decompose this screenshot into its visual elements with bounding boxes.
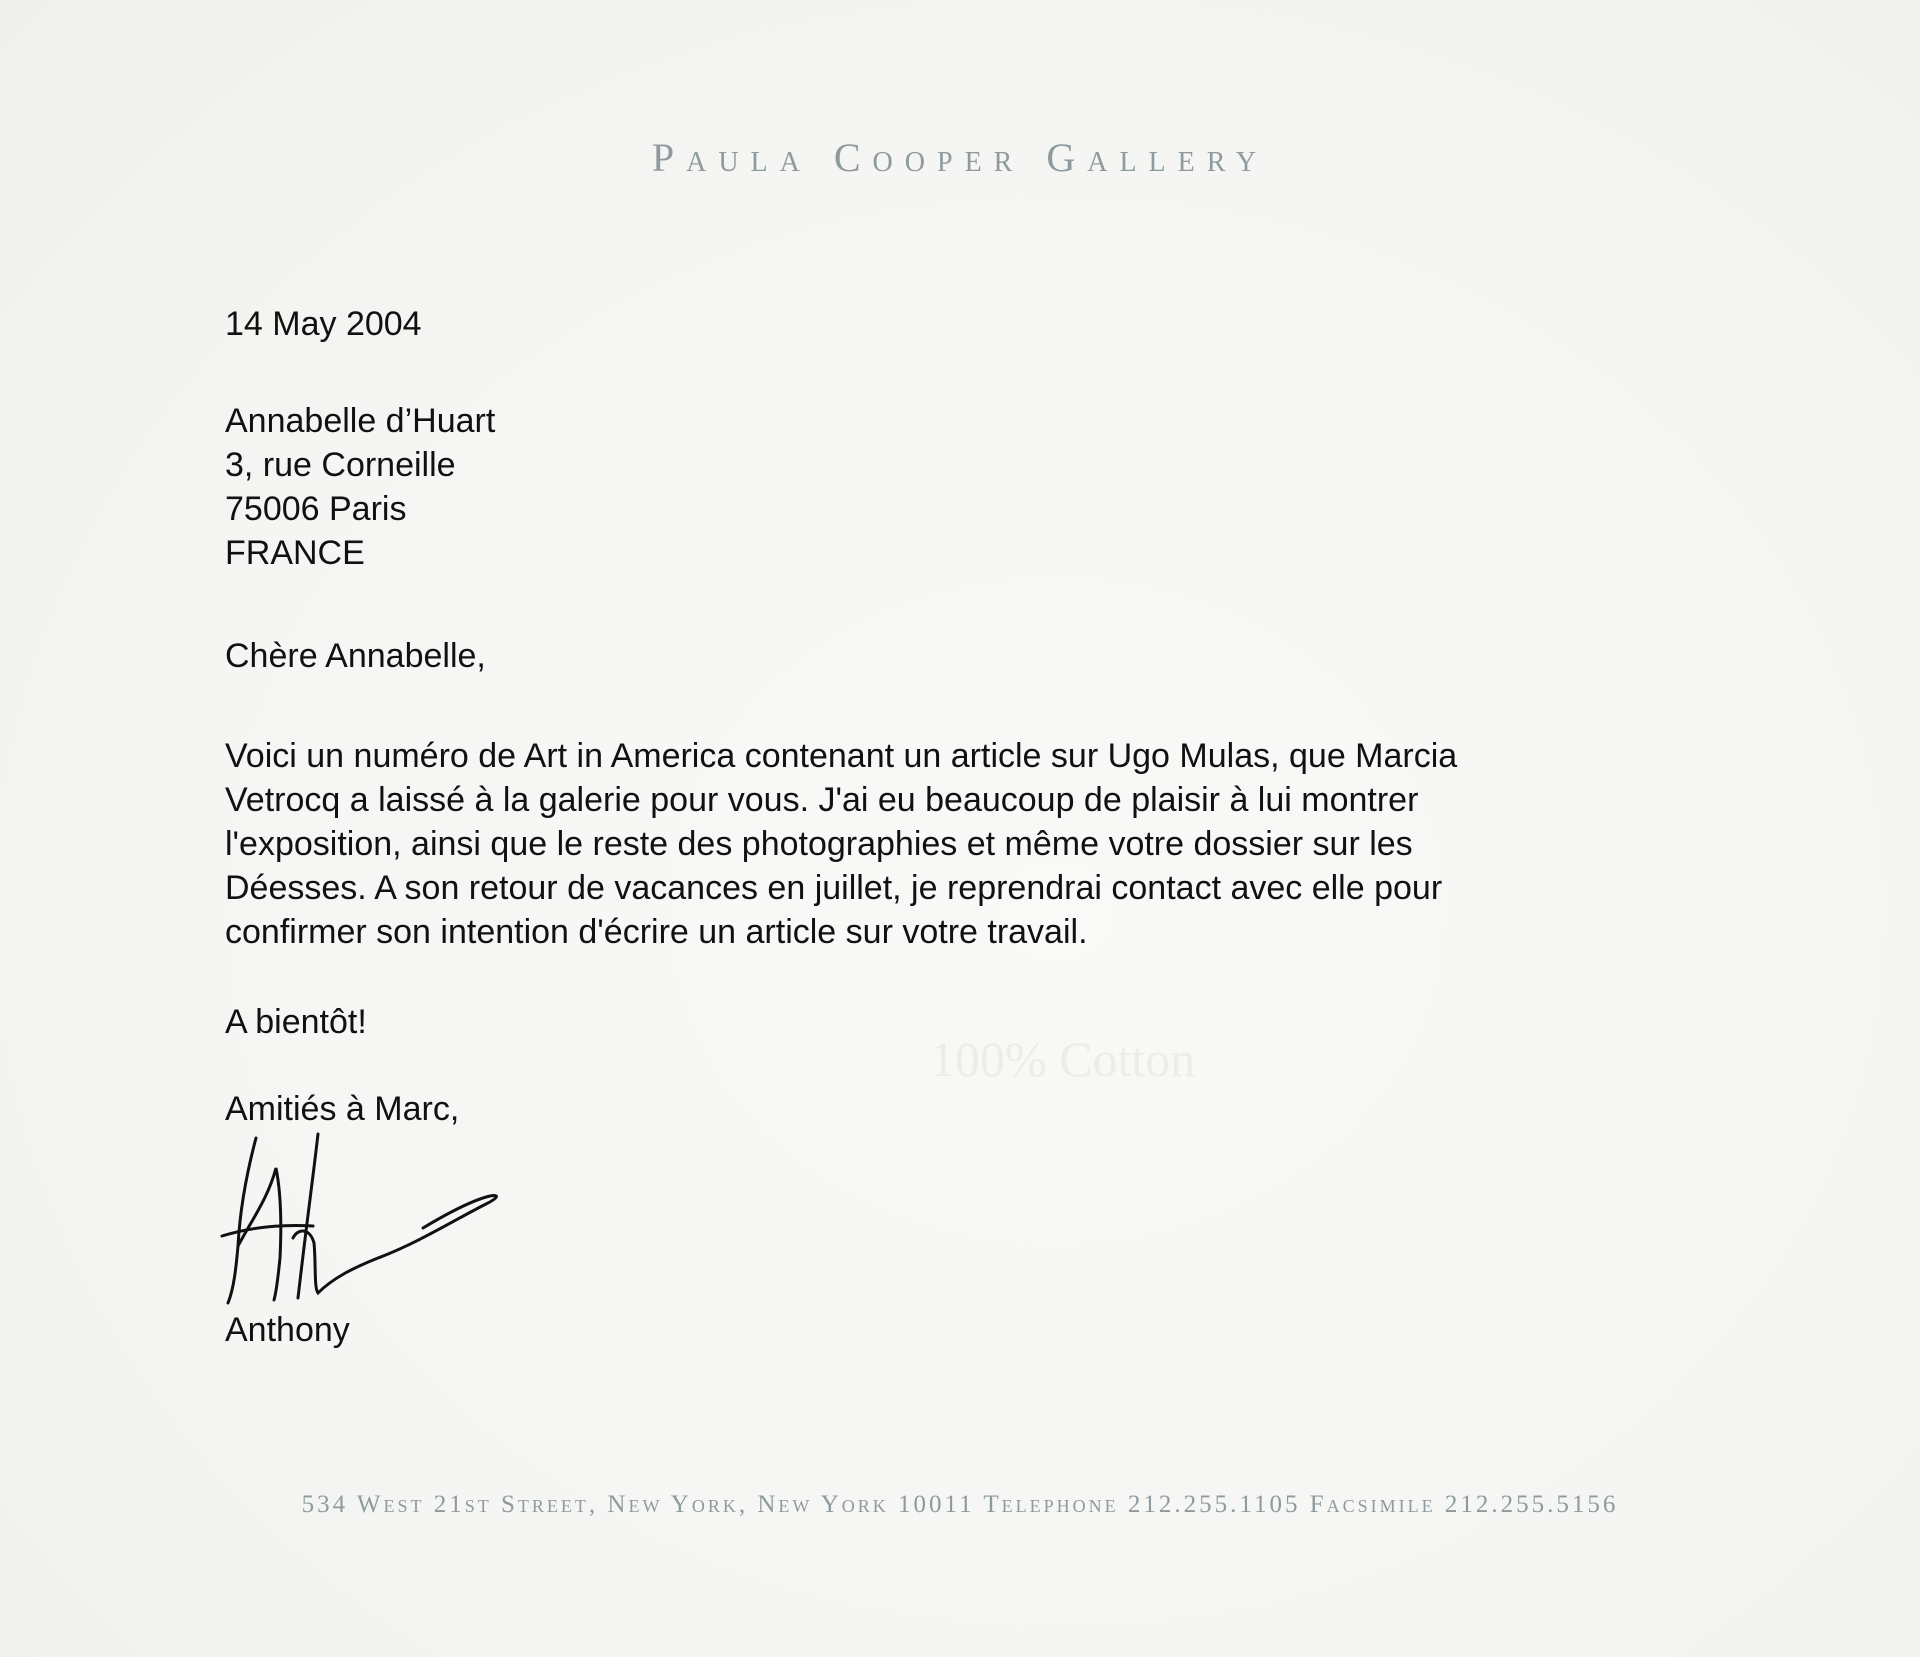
salutation: Chère Annabelle, <box>225 637 486 675</box>
recipient-city: 75006 Paris <box>225 490 407 528</box>
recipient-name: Annabelle d’Huart <box>225 402 496 440</box>
letterhead-footer-address: 534 West 21st Street, New York, New York 10011 Telephone 212.255.1105 Facsimile 212.255.5156 <box>301 1491 1619 1518</box>
letter-body-paragraph <box>225 734 1457 954</box>
handwritten-signature <box>218 1128 528 1308</box>
letterhead-title: Paula Cooper Gallery <box>651 135 1269 180</box>
sender-name: Anthony <box>225 1311 350 1349</box>
letter-date: 14 May 2004 <box>225 305 422 343</box>
body-line: Déesses. A son retour de vacances en juillet, je reprendrai contact avec elle pour <box>225 869 1443 907</box>
closing-farewell: A bientôt! <box>225 1003 367 1041</box>
paper-watermark: 100% Cotton <box>930 1031 1196 1087</box>
closing-regards: Amitiés à Marc, <box>225 1090 460 1128</box>
recipient-country: FRANCE <box>225 534 365 572</box>
body-line: Vetrocq a laissé à la galerie pour vous. J'ai eu beaucoup de plaisir à lui montrer <box>225 781 1419 819</box>
recipient-address <box>225 399 495 575</box>
body-line: l'exposition, ainsi que le reste des photographies et même votre dossier sur les <box>225 825 1413 863</box>
body-line: Voici un numéro de Art in America contenant un article sur Ugo Mulas, que Marcia <box>225 737 1458 775</box>
body-line: confirmer son intention d'écrire un article sur votre travail. <box>225 913 1088 951</box>
recipient-street: 3, rue Corneille <box>225 446 456 484</box>
